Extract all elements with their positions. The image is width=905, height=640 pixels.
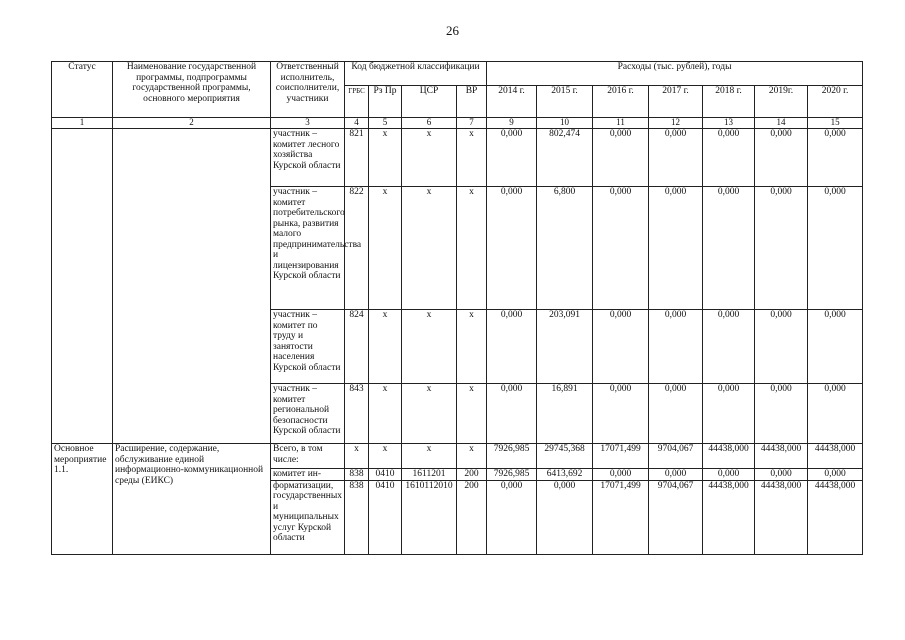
value-cell: 0,000 bbox=[487, 384, 537, 444]
participant-cell: комитет ин- bbox=[271, 469, 345, 481]
csr-cell: х bbox=[402, 129, 457, 187]
column-number: 6 bbox=[402, 118, 457, 129]
grbs-cell: 822 bbox=[345, 187, 369, 310]
header-name: Наименование государственной программы, подпрограммы государственной программы, основного мероприятия bbox=[113, 62, 271, 118]
column-number: 11 bbox=[593, 118, 649, 129]
value-cell: 9704,067 bbox=[649, 480, 703, 554]
value-cell: 0,000 bbox=[487, 310, 537, 384]
column-number: 5 bbox=[369, 118, 402, 129]
csr-cell: х bbox=[402, 187, 457, 310]
column-number: 2 bbox=[113, 118, 271, 129]
csr-cell: х bbox=[402, 310, 457, 384]
value-cell: 44438,000 bbox=[808, 444, 863, 469]
rzpr-cell: х bbox=[369, 310, 402, 384]
value-cell: 0,000 bbox=[487, 129, 537, 187]
header-responsible: Ответственный исполнитель, соисполнители, участники bbox=[271, 62, 345, 118]
value-cell: 44438,000 bbox=[755, 444, 808, 469]
participant-cell: участник – комитет потребительского рынка, развития малого предпринимательства и лицензирования Курской области bbox=[271, 187, 345, 310]
value-cell: 44438,000 bbox=[703, 444, 755, 469]
value-cell: 17071,499 bbox=[593, 444, 649, 469]
header-year: 2016 г. bbox=[593, 86, 649, 118]
value-cell: 0,000 bbox=[593, 310, 649, 384]
column-number: 14 bbox=[755, 118, 808, 129]
grbs-cell: 838 bbox=[345, 469, 369, 481]
value-cell: 802,474 bbox=[537, 129, 593, 187]
value-cell: 6,800 bbox=[537, 187, 593, 310]
vr-cell: х bbox=[457, 129, 487, 187]
csr-cell: х bbox=[402, 384, 457, 444]
header-year: 2015 г. bbox=[537, 86, 593, 118]
value-cell: 0,000 bbox=[593, 384, 649, 444]
header-vr: ВР bbox=[457, 86, 487, 118]
header-csr: ЦСР bbox=[402, 86, 457, 118]
value-cell: 17071,499 bbox=[593, 480, 649, 554]
column-number: 15 bbox=[808, 118, 863, 129]
rzpr-cell: 0410 bbox=[369, 469, 402, 481]
header-grbs: ГРБС bbox=[345, 86, 369, 118]
header-status: Статус bbox=[52, 62, 113, 118]
value-cell: 0,000 bbox=[487, 480, 537, 554]
value-cell: 0,000 bbox=[755, 187, 808, 310]
value-cell: 0,000 bbox=[755, 469, 808, 481]
column-number: 1 bbox=[52, 118, 113, 129]
page-number: 26 bbox=[446, 23, 459, 38]
value-cell: 0,000 bbox=[808, 310, 863, 384]
participant-cell: форматизации, государственных и муниципальных услуг Курской области bbox=[271, 480, 345, 554]
value-cell: 0,000 bbox=[593, 129, 649, 187]
value-cell: 0,000 bbox=[755, 129, 808, 187]
value-cell: 16,891 bbox=[537, 384, 593, 444]
value-cell: 6413,692 bbox=[537, 469, 593, 481]
value-cell: 44438,000 bbox=[755, 480, 808, 554]
value-cell: 0,000 bbox=[649, 469, 703, 481]
value-cell: 0,000 bbox=[703, 129, 755, 187]
vr-cell: 200 bbox=[457, 469, 487, 481]
header-rzpr: Рз Пр bbox=[369, 86, 402, 118]
vr-cell: х bbox=[457, 187, 487, 310]
header-year: 2017 г. bbox=[649, 86, 703, 118]
column-number: 12 bbox=[649, 118, 703, 129]
value-cell: 0,000 bbox=[649, 129, 703, 187]
rzpr-cell: х bbox=[369, 384, 402, 444]
csr-cell: 1610112010 bbox=[402, 480, 457, 554]
header-budget-code: Код бюджетной классификации bbox=[345, 62, 487, 86]
budget-table bbox=[51, 61, 863, 555]
column-number: 13 bbox=[703, 118, 755, 129]
value-cell: 0,000 bbox=[755, 310, 808, 384]
value-cell: 0,000 bbox=[593, 469, 649, 481]
participant-cell: Всего, в том числе: bbox=[271, 444, 345, 469]
value-cell: 7926,985 bbox=[487, 469, 537, 481]
value-cell: 0,000 bbox=[808, 129, 863, 187]
value-cell: 0,000 bbox=[649, 187, 703, 310]
value-cell: 0,000 bbox=[703, 310, 755, 384]
column-number: 9 bbox=[487, 118, 537, 129]
header-expenses: Расходы (тыс. рублей), годы bbox=[487, 62, 863, 86]
column-number-row bbox=[52, 118, 863, 129]
value-cell: 7926,985 bbox=[487, 444, 537, 469]
grbs-cell: х bbox=[345, 444, 369, 469]
value-cell: 0,000 bbox=[808, 469, 863, 481]
vr-cell: 200 bbox=[457, 480, 487, 554]
measure-status: Основное мероприятие 1.1. bbox=[52, 444, 113, 555]
value-cell: 0,000 bbox=[649, 310, 703, 384]
value-cell: 0,000 bbox=[593, 187, 649, 310]
value-cell: 0,000 bbox=[755, 384, 808, 444]
value-cell: 0,000 bbox=[703, 469, 755, 481]
value-cell: 0,000 bbox=[703, 187, 755, 310]
grbs-cell: 821 bbox=[345, 129, 369, 187]
rzpr-cell: х bbox=[369, 444, 402, 469]
measure-name: Расширение, содержание, обслуживание единой информационно-коммуникационной среды (ЕИКС) bbox=[113, 444, 271, 555]
value-cell: 0,000 bbox=[649, 384, 703, 444]
participant-cell: участник – комитет региональной безопасности Курской области bbox=[271, 384, 345, 444]
value-cell: 203,091 bbox=[537, 310, 593, 384]
rzpr-cell: 0410 bbox=[369, 480, 402, 554]
value-cell: 0,000 bbox=[703, 384, 755, 444]
table-row bbox=[52, 129, 863, 187]
csr-cell: 1611201 bbox=[402, 469, 457, 481]
value-cell: 0,000 bbox=[487, 187, 537, 310]
vr-cell: х bbox=[457, 384, 487, 444]
header-year: 2014 г. bbox=[487, 86, 537, 118]
grbs-cell: 838 bbox=[345, 480, 369, 554]
header-year: 2019г. bbox=[755, 86, 808, 118]
value-cell: 9704,067 bbox=[649, 444, 703, 469]
value-cell: 0,000 bbox=[808, 384, 863, 444]
header-row-1 bbox=[52, 62, 863, 86]
vr-cell: х bbox=[457, 444, 487, 469]
vr-cell: х bbox=[457, 310, 487, 384]
grbs-cell: 824 bbox=[345, 310, 369, 384]
rzpr-cell: х bbox=[369, 129, 402, 187]
value-cell: 44438,000 bbox=[703, 480, 755, 554]
csr-cell: х bbox=[402, 444, 457, 469]
column-number: 10 bbox=[537, 118, 593, 129]
grbs-cell: 843 bbox=[345, 384, 369, 444]
name-cell-empty bbox=[113, 129, 271, 444]
header-year: 2020 г. bbox=[808, 86, 863, 118]
value-cell: 0,000 bbox=[537, 480, 593, 554]
value-cell: 0,000 bbox=[808, 187, 863, 310]
rzpr-cell: х bbox=[369, 187, 402, 310]
participant-cell: участник – комитет лесного хозяйства Курской области bbox=[271, 129, 345, 187]
column-number: 3 bbox=[271, 118, 345, 129]
column-number: 7 bbox=[457, 118, 487, 129]
value-cell: 29745,368 bbox=[537, 444, 593, 469]
header-year: 2018 г. bbox=[703, 86, 755, 118]
table-row bbox=[52, 444, 863, 469]
participant-cell: участник – комитет по труду и занятости населения Курской области bbox=[271, 310, 345, 384]
value-cell: 44438,000 bbox=[808, 480, 863, 554]
status-cell-empty bbox=[52, 129, 113, 444]
column-number: 4 bbox=[345, 118, 369, 129]
